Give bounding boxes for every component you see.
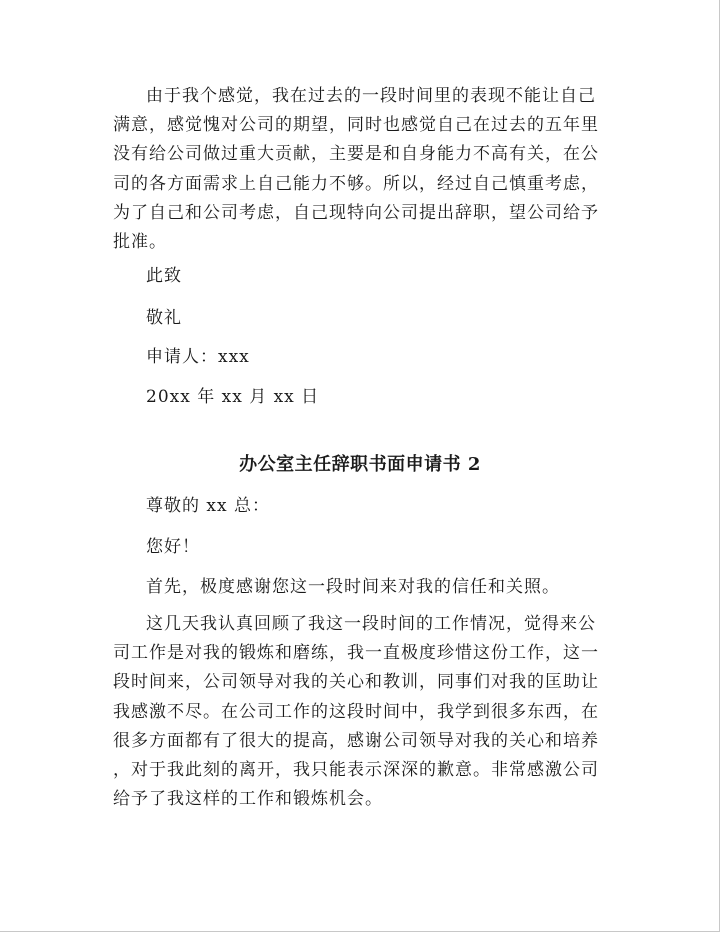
paragraph-line: 很多方面都有了很大的提高，感谢公司领导对我的关心和培养 xyxy=(113,730,599,751)
paragraph-resignation-reason xyxy=(113,82,618,257)
paragraph-line: 司的各方面需求上自己能力不够。所以，经过自己慎重考虑， xyxy=(113,173,599,194)
paragraph-line: 批准。 xyxy=(113,231,167,252)
greeting: 您好！ xyxy=(146,537,200,557)
closing-line-2: 敬礼 xyxy=(146,308,182,328)
paragraph-line: 满意，感觉愧对公司的期望，同时也感觉自己在过去的五年里 xyxy=(113,115,599,136)
paragraph-line: 段时间来，公司领导对我的关心和教训，同事们对我的匡助让 xyxy=(113,672,599,693)
paragraph-line: 为了自己和公司考虑，自己现特向公司提出辞职，望公司给予 xyxy=(113,202,599,223)
paragraph-line: 我感激不尽。在公司工作的这段时间中，我学到很多东西，在 xyxy=(113,701,599,722)
paragraph-line: 给予了我这样的工作和锻炼机会。 xyxy=(113,789,383,810)
date-line: 20xx 年 xx 月 xx 日 xyxy=(146,387,320,407)
paragraph-line: 司工作是对我的锻炼和磨练，我一直极度珍惜这份工作，这一 xyxy=(113,643,599,664)
closing-line-1: 此致 xyxy=(146,266,182,286)
paragraph-work-review xyxy=(113,610,618,814)
thanks-line: 首先，极度感谢您这一段时间来对我的信任和关照。 xyxy=(146,577,560,597)
paragraph-line: 没有给公司做过重大贡献，主要是和自身能力不高有关，在公 xyxy=(113,144,599,165)
paragraph-line: 这几天我认真回顾了我这一段时间的工作情况，觉得来公 xyxy=(146,614,596,634)
section-title: 办公室主任辞职书面申请书 2 xyxy=(239,454,481,475)
salutation: 尊敬的 xx 总： xyxy=(146,496,270,516)
paragraph-line: ，对于我此刻的离开，我只能表示深深的歉意。非常感激公司 xyxy=(113,759,599,780)
applicant-line: 申请人：xxx xyxy=(146,347,250,367)
paragraph-line: 由于我个感觉，我在过去的一段时间里的表现不能让自己 xyxy=(146,86,596,106)
